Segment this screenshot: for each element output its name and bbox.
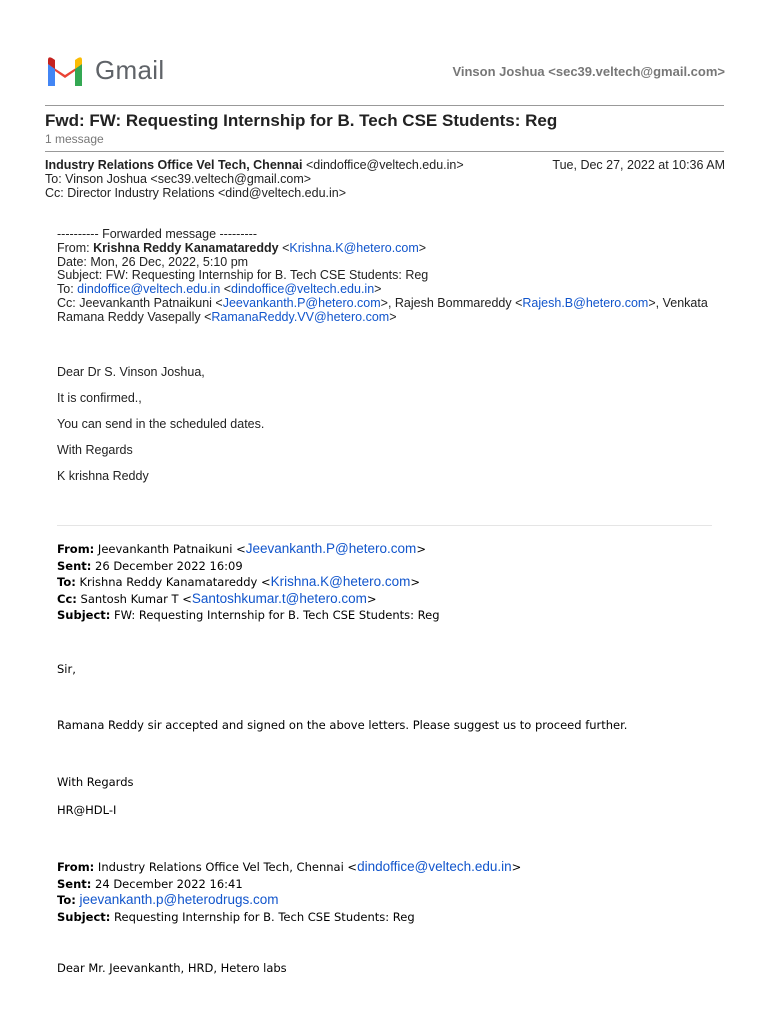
forwarded-from-name: Krishna Reddy Kanamatareddy xyxy=(93,240,279,255)
message-count: 1 message xyxy=(45,132,104,146)
quote-separator xyxy=(57,525,712,526)
quoted2-from: From: Industry Relations Office Vel Tech, Chennai <dindoffice@veltech.edu.in> xyxy=(57,859,522,874)
subject-divider xyxy=(45,151,724,152)
to-line: To: Vinson Joshua <sec39.veltech@gmail.com> xyxy=(45,172,312,186)
forwarded-body xyxy=(57,365,264,495)
quoted-regards: With Regards xyxy=(57,775,134,789)
quoted-greeting: Sir, xyxy=(57,662,76,676)
quoted-from-email-link[interactable]: Jeevankanth.P@hetero.com xyxy=(245,541,417,556)
account-email: Vinson Joshua <sec39.veltech@gmail.com> xyxy=(452,64,725,79)
forwarded-cc: Cc: Jeevankanth Patnaikuni <Jeevankanth.P@hetero.com>, Rajesh Bommareddy <Rajesh.B@hetero.com>, Venkata Ramana Reddy Vasepally <RamanaReddy.VV@hetero.com> xyxy=(57,295,708,324)
quoted-signature: HR@HDL-I xyxy=(57,803,117,817)
gmail-header xyxy=(45,56,725,86)
forwarded-to: To: dindoffice@veltech.edu.in <dindoffice@veltech.edu.in> xyxy=(57,282,382,297)
quoted-from: From: Jeevankanth Patnaikuni <Jeevankanth.P@hetero.com> xyxy=(57,541,426,556)
body-line: K krishna Reddy xyxy=(57,469,149,483)
thread-subject: Fwd: FW: Requesting Internship for B. Tech CSE Students: Reg xyxy=(45,111,558,130)
body-line: It is confirmed., xyxy=(57,391,142,405)
cc-email-link-jeevankanth[interactable]: Jeevankanth.P@hetero.com xyxy=(222,295,381,310)
gmail-brand: Gmail xyxy=(95,55,165,85)
body-line: You can send in the scheduled dates. xyxy=(57,417,265,431)
header-divider xyxy=(45,105,724,106)
quoted-subject: Subject: FW: Requesting Internship for B. Tech CSE Students: Reg xyxy=(57,608,440,623)
forwarded-from-email-link[interactable]: Krishna.K@hetero.com xyxy=(289,240,419,255)
forwarded-header xyxy=(57,228,717,325)
forwarded-divider: ---------- Forwarded message --------- xyxy=(57,227,257,241)
quoted2-to-email-link[interactable]: jeevankanth.p@heterodrugs.com xyxy=(79,892,279,908)
quoted2-to: To: jeevankanth.p@heterodrugs.com xyxy=(57,892,279,908)
message-meta xyxy=(45,158,725,200)
cc-email-link-rajesh[interactable]: Rajesh.B@hetero.com xyxy=(522,295,649,310)
forwarded-to-email-link[interactable]: dindoffice@veltech.edu.in xyxy=(77,282,221,297)
body-line: Dear Dr S. Vinson Joshua, xyxy=(57,365,205,379)
quoted-text: Ramana Reddy sir accepted and signed on the above letters. Please suggest us to proceed further. xyxy=(57,718,628,732)
forwarded-subject: Subject: FW: Requesting Internship for B. Tech CSE Students: Reg xyxy=(57,268,429,283)
quoted2-greeting: Dear Mr. Jeevankanth, HRD, Hetero labs xyxy=(57,961,287,975)
quoted-header-1 xyxy=(57,541,440,624)
cc-line: Cc: Director Industry Relations <dind@veltech.edu.in> xyxy=(45,186,347,200)
quoted2-subject: Subject: Requesting Internship for B. Tech CSE Students: Reg xyxy=(57,909,415,924)
forwarded-from: From: Krishna Reddy Kanamatareddy <Krishna.K@hetero.com> xyxy=(57,240,427,255)
quoted-to-email-link[interactable]: Krishna.K@hetero.com xyxy=(270,574,411,590)
quoted-header-2 xyxy=(57,859,521,925)
forwarded-date: Date: Mon, 26 Dec, 2022, 5:10 pm xyxy=(57,254,249,269)
forwarded-to-email-link-2[interactable]: dindoffice@veltech.edu.in xyxy=(231,282,375,297)
quoted2-sent: Sent: 24 December 2022 16:41 xyxy=(57,876,243,891)
gmail-logo-icon xyxy=(45,56,85,86)
quoted-cc-email-link[interactable]: Santoshkumar.t@hetero.com xyxy=(191,590,367,606)
sender-email: <dindoffice@veltech.edu.in> xyxy=(302,158,464,172)
quoted-cc: Cc: Santosh Kumar T <Santoshkumar.t@hetero.com> xyxy=(57,590,377,606)
sender-name: Industry Relations Office Vel Tech, Chennai xyxy=(45,158,303,172)
body-line: With Regards xyxy=(57,443,133,457)
cc-email-link-ramana[interactable]: RamanaReddy.VV@hetero.com xyxy=(211,309,390,324)
quoted-sent: Sent: 26 December 2022 16:09 xyxy=(57,558,243,573)
message-date: Tue, Dec 27, 2022 at 10:36 AM xyxy=(552,158,725,172)
quoted2-from-email-link[interactable]: dindoffice@veltech.edu.in xyxy=(357,859,512,874)
quoted-to: To: Krishna Reddy Kanamatareddy <Krishna.K@hetero.com> xyxy=(57,574,421,590)
